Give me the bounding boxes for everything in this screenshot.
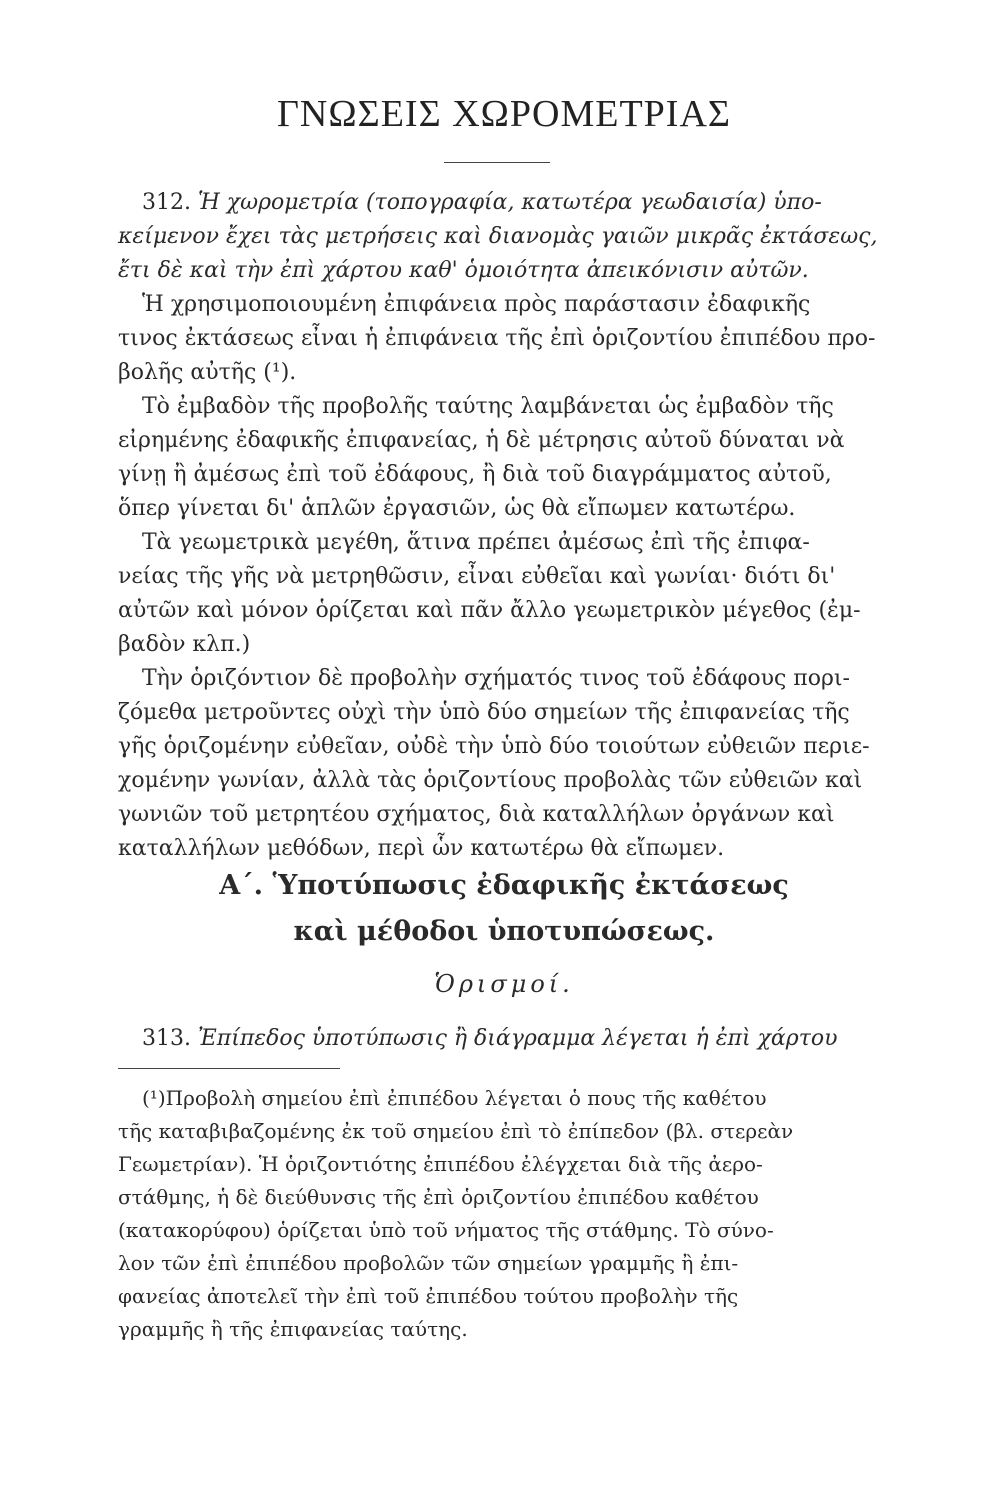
footnote-line-3: Γεωμετρίαν). Ἡ ὁριζοντιότης ἐπιπέδου ἐλέγχεται διὰ τῆς ἀερο- (118, 1152, 763, 1176)
para-projection-line-1: Τὴν ὁριζόντιον δὲ προβολὴν σχήματός τινος τοῦ ἐδάφους πορι- (142, 666, 850, 691)
para-area-line-3: γίνῃ ἢ ἀμέσως ἐπὶ τοῦ ἐδάφους, ἢ διὰ τοῦ διαγράμματος αὐτοῦ, (118, 462, 832, 487)
para-magnitudes-line-2: νείας τῆς γῆς νὰ μετρηθῶσιν, εἶναι εὐθεῖαι καὶ γωνίαι· διότι δι' (118, 564, 836, 589)
footnote-line-4: στάθμης, ἡ δὲ διεύθυνσις τῆς ἐπὶ ὁριζοντίου ἐπιπέδου καθέτου (118, 1185, 759, 1209)
para-projection-line-6: καταλλήλων μεθόδων, περὶ ὧν κατωτέρω θὰ εἴπωμεν. (118, 836, 725, 861)
para-area-line-4: ὅπερ γίνεται δι' ἁπλῶν ἐργασιῶν, ὡς θὰ εἴπωμεν κατωτέρω. (118, 496, 796, 521)
para-projection-line-3: γῆς ὁριζομένην εὐθεῖαν, οὐδὲ τὴν ὑπὸ δύο τοιούτων εὐθειῶν περιε- (118, 734, 870, 759)
footnote-line-8: γραμμῆς ἢ τῆς ἐπιφανείας ταύτης. (118, 1317, 468, 1341)
footnote-line-1: (¹)Προβολὴ σημείου ἐπὶ ἐπιπέδου λέγεται ὁ πους τῆς καθέτου (142, 1086, 767, 1110)
footnote-line-7: φανείας ἀποτελεῖ τὴν ἐπὶ τοῦ ἐπιπέδου τούτου προβολὴν τῆς (118, 1284, 739, 1308)
para-magnitudes-line-1: Τὰ γεωμετρικὰ μεγέθη, ἅτινα πρέπει ἀμέσως ἐπὶ τῆς ἐπιφα- (142, 530, 810, 555)
footnote-line-6: λον τῶν ἐπὶ ἐπιπέδου προβολῶν τῶν σημείων γραμμῆς ἢ ἐπι- (118, 1251, 739, 1275)
para-magnitudes-line-3: αὐτῶν καὶ μόνον ὁρίζεται καὶ πᾶν ἄλλο γεωμετρικὸν μέγεθος (ἐμ- (118, 598, 861, 623)
title-divider (444, 162, 550, 163)
para-projection-line-4: χομένην γωνίαν, ἀλλὰ τὰς ὁριζοντίους προβολὰς τῶν εὐθειῶν καὶ (118, 768, 863, 793)
para-area-line-2: εἰρημένης ἐδαφικῆς ἐπιφανείας, ἡ δὲ μέτρησις αὐτοῦ δύναται νὰ (118, 428, 845, 453)
para-312-text-1: Ἡ χωρομετρία (τοπογραφία, κατωτέρα γεωδαισία) ὑπο- (197, 190, 822, 215)
para-surface-line-3: βολῆς αὐτῆς (¹). (118, 360, 297, 385)
page-title: ΓΝΩΣΕΙΣ ΧΩΡΟΜΕΤΡΙΑΣ (276, 93, 732, 135)
footnote-line-2: τῆς καταβιβαζομένης ἐκ τοῦ σημείου ἐπὶ τὸ ἐπίπεδον (βλ. στερεὰν (118, 1119, 794, 1143)
para-projection-line-5: γωνιῶν τοῦ μετρητέου σχήματος, διὰ καταλλήλων ὀργάνων καὶ (118, 802, 835, 827)
para-area-line-1: Τὸ ἐμβαδὸν τῆς προβολῆς ταύτης λαμβάνεται ὡς ἐμβαδὸν τῆς (142, 394, 834, 419)
para-surface-line-1: Ἡ χρησιμοποιουμένη ἐπιφάνεια πρὸς παράστασιν ἐδαφικῆς (142, 292, 811, 317)
para-313-number: 313. (142, 1026, 191, 1051)
section-heading-line-2: καὶ μέθοδοι ὑποτυπώσεως. (293, 916, 715, 947)
para-312-number: 312. (142, 190, 191, 215)
para-projection-line-2: ζόμεθα μετροῦντες οὐχὶ τὴν ὑπὸ δύο σημείων τῆς ἐπιφανείας τῆς (118, 700, 850, 725)
footnote-divider (118, 1068, 340, 1069)
section-subheading: Ὁρισμοί. (434, 970, 574, 998)
footnote-line-5: (κατακορύφου) ὁρίζεται ὑπὸ τοῦ νήματος τῆς στάθμης. Τὸ σύνο- (118, 1218, 774, 1242)
para-magnitudes-line-4: βαδὸν κλπ.) (118, 632, 251, 657)
section-heading-line-1: Α΄. Ὑποτύπωσις ἐδαφικῆς ἐκτάσεως (219, 870, 789, 901)
para-312-line-3: ἔτι δὲ καὶ τὴν ἐπὶ χάρτου καθ' ὁμοιότητα ἀπεικόνισιν αὐτῶν. (118, 258, 809, 283)
para-312-line-1 (142, 186, 894, 220)
para-313-text-1: Ἐπίπεδος ὑποτύπωσις ἢ διάγραμμα λέγεται ἡ ἐπὶ χάρτου (197, 1026, 838, 1051)
para-312-line-2: κείμενον ἔχει τὰς μετρήσεις καὶ διανομὰς γαιῶν μικρᾶς ἐκτάσεως, (118, 224, 878, 249)
para-surface-line-2: τινος ἐκτάσεως εἶναι ἡ ἐπιφάνεια τῆς ἐπὶ ὁριζοντίου ἐπιπέδου προ- (118, 326, 876, 351)
para-313-line-1 (142, 1022, 894, 1056)
